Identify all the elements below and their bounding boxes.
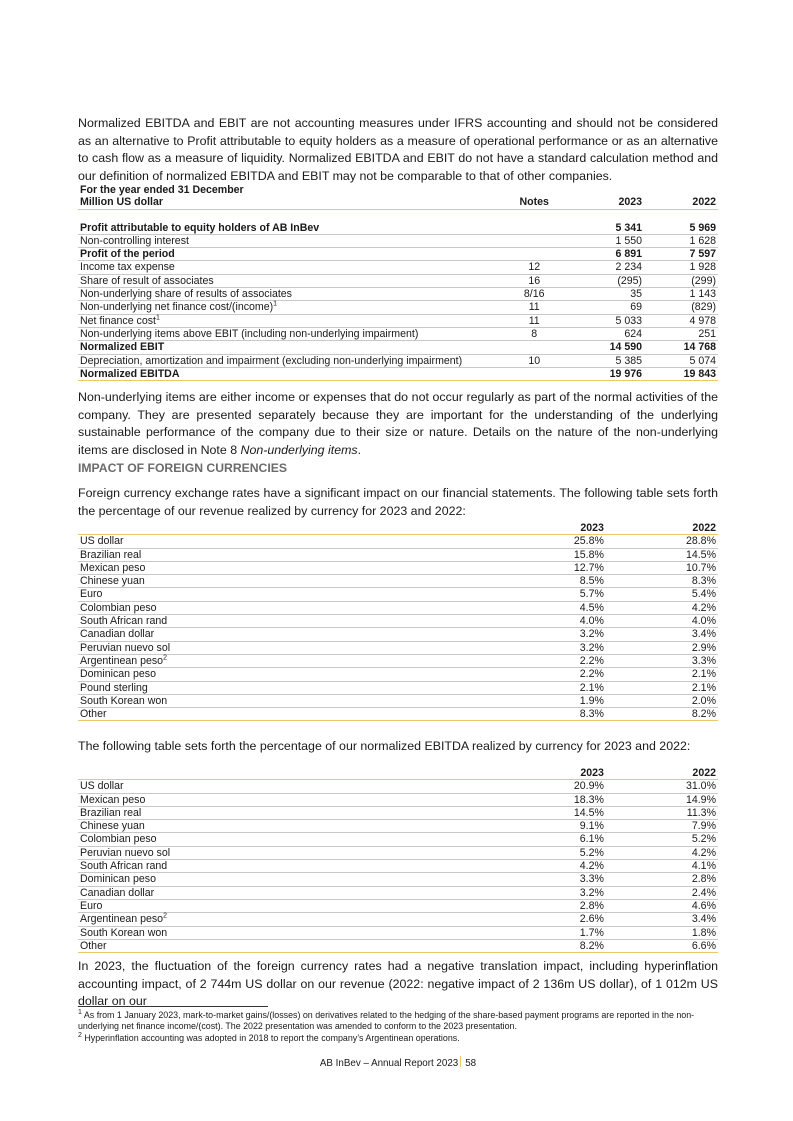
footer-separator bbox=[460, 1056, 461, 1067]
value-2023: 3.2% bbox=[494, 641, 606, 654]
footnote-reference: 2 bbox=[163, 654, 167, 662]
value-2022: 1 928 bbox=[644, 261, 718, 274]
value-2023: 1.7% bbox=[494, 926, 606, 939]
value-2022: 2.8% bbox=[606, 873, 718, 886]
value-2022: 4.2% bbox=[606, 601, 718, 614]
value-2022: 2.1% bbox=[606, 681, 718, 694]
value-2022: 3.4% bbox=[606, 628, 718, 641]
closing-paragraph: In 2023, the fluctuation of the foreign currency rates had a negative translation impact, including hyperinflation accounting impact, of 2 744m US dollar on our revenue (2022: negative impact of 2 136m US dollar), of 1 012m US dollar on our bbox=[78, 959, 718, 1009]
value-2022: 19 843 bbox=[644, 367, 718, 380]
footnote-reference: 1 bbox=[273, 300, 278, 308]
table-row bbox=[78, 833, 718, 846]
value-2022: 4.1% bbox=[606, 860, 718, 873]
table-row bbox=[78, 654, 718, 667]
page-number: 58 bbox=[465, 1058, 477, 1069]
non-underlying-paragraph: Non-underlying items are either income or expenses that do not occur regularly as part of the normal activities of the company. They are presented separately because they are important for the understanding of the underlying sustainable performance of the company due to their size or nature. Details on the nature of the non-underlying items are disclosed in Note 8 Non-underlying items. bbox=[78, 390, 718, 457]
table-row bbox=[78, 615, 718, 628]
table-row bbox=[78, 314, 718, 327]
table-row bbox=[78, 274, 718, 287]
table-row bbox=[78, 341, 718, 354]
value-2023: 4.5% bbox=[494, 601, 606, 614]
value-2023: 5.2% bbox=[494, 846, 606, 859]
value-2022: 251 bbox=[644, 327, 718, 340]
value-2022: 8.3% bbox=[606, 575, 718, 588]
currency-label: Pound sterling bbox=[78, 681, 494, 694]
table-row bbox=[78, 846, 718, 859]
value-2023: 9.1% bbox=[494, 820, 606, 833]
table-row bbox=[78, 628, 718, 641]
value-2023: 4.0% bbox=[494, 615, 606, 628]
value-2023: 8.5% bbox=[494, 575, 606, 588]
value-2022: 3.4% bbox=[606, 913, 718, 926]
currency-label: Dominican peso bbox=[78, 668, 494, 681]
table-row bbox=[78, 367, 718, 380]
value-2022: 10.7% bbox=[606, 561, 718, 574]
currency-label: Peruvian nuevo sol bbox=[78, 641, 494, 654]
intro-paragraph: Normalized EBITDA and EBIT are not accounting measures under IFRS accounting and should not be considered as an alternative to Profit attributable to equity holders as a measure of operational performance or as an alternative to cash flow as a measure of liquidity. Normalized EBITDA and EBIT do not have a standard calculation method and our definition of normalized EBITDA and EBIT may not be comparable to that of other companies. bbox=[78, 116, 718, 183]
value-2022: 14 768 bbox=[644, 341, 718, 354]
value-2023: 5 033 bbox=[570, 314, 644, 327]
table-row bbox=[78, 873, 718, 886]
table-row bbox=[78, 913, 718, 926]
value-2023: 2.2% bbox=[494, 668, 606, 681]
currency-label: Argentinean peso$^2$ bbox=[78, 913, 494, 926]
value-2023: 20.9% bbox=[494, 780, 606, 793]
value-2023: 12.7% bbox=[494, 561, 606, 574]
row-label: Normalized EBIT bbox=[78, 341, 498, 354]
value-2023: 5.7% bbox=[494, 588, 606, 601]
value-2022: 4.2% bbox=[606, 846, 718, 859]
value-2023: (295) bbox=[570, 274, 644, 287]
value-2023: 14 590 bbox=[570, 341, 644, 354]
notes-column-header: Notes bbox=[498, 196, 570, 209]
value-2023: 2.2% bbox=[494, 654, 606, 667]
row-notes: 12 bbox=[498, 261, 570, 274]
section-heading: IMPACT OF FOREIGN CURRENCIES bbox=[78, 461, 287, 475]
value-2022: 5.4% bbox=[606, 588, 718, 601]
year-2022-column-header: 2022 bbox=[606, 522, 718, 535]
value-2022: 4.0% bbox=[606, 615, 718, 628]
table-row bbox=[78, 899, 718, 912]
table-row bbox=[78, 668, 718, 681]
table-row bbox=[78, 806, 718, 819]
footnote-reference: 2 bbox=[163, 912, 167, 920]
value-2023: 14.5% bbox=[494, 806, 606, 819]
currency-label: US dollar bbox=[78, 780, 494, 793]
value-2022: 14.9% bbox=[606, 793, 718, 806]
value-2023: 3.3% bbox=[494, 873, 606, 886]
currency-label: Chinese yuan bbox=[78, 820, 494, 833]
row-label: Share of result of associates bbox=[78, 274, 498, 287]
value-2022: 6.6% bbox=[606, 939, 718, 952]
table-row bbox=[78, 261, 718, 274]
footnote-2: $^2$ Hyperinflation accounting was adopted in 2018 to report the company’s Argentinean operations. bbox=[78, 1031, 460, 1043]
table-row bbox=[78, 641, 718, 654]
row-notes: 8/16 bbox=[498, 288, 570, 301]
table-row bbox=[78, 601, 718, 614]
currency-label: Mexican peso bbox=[78, 561, 494, 574]
row-notes: 8 bbox=[498, 327, 570, 340]
value-2023: 1 550 bbox=[570, 234, 644, 247]
year-2023-column-header: 2023 bbox=[494, 522, 606, 535]
table-row bbox=[78, 860, 718, 873]
value-2023: 18.3% bbox=[494, 793, 606, 806]
value-2022: 5.2% bbox=[606, 833, 718, 846]
currency-label: Euro bbox=[78, 588, 494, 601]
currency-label: Chinese yuan bbox=[78, 575, 494, 588]
table-row bbox=[78, 327, 718, 340]
report-title: AB InBev – Annual Report 2023 bbox=[319, 1058, 459, 1069]
table-row bbox=[78, 681, 718, 694]
currency-label: US dollar bbox=[78, 535, 494, 548]
ebitda-currency-intro-paragraph: The following table sets forth the percentage of our normalized EBITDA realized by currency for 2023 and 2022: bbox=[78, 739, 691, 753]
value-2022: 31.0% bbox=[606, 780, 718, 793]
value-2023: 2.6% bbox=[494, 913, 606, 926]
value-2023: 624 bbox=[570, 327, 644, 340]
table-row bbox=[78, 234, 718, 247]
row-notes: 11 bbox=[498, 301, 570, 314]
value-2022: 5 969 bbox=[644, 222, 718, 235]
value-2022: 2.4% bbox=[606, 886, 718, 899]
currency-label: Canadian dollar bbox=[78, 628, 494, 641]
table-row bbox=[78, 926, 718, 939]
year-2022-column-header: 2022 bbox=[606, 767, 718, 780]
table-row bbox=[78, 248, 718, 261]
revenue-by-currency-table bbox=[78, 522, 718, 721]
currency-label: Dominican peso bbox=[78, 873, 494, 886]
currency-label: Euro bbox=[78, 899, 494, 912]
value-2023: 2.8% bbox=[494, 899, 606, 912]
currency-label: Canadian dollar bbox=[78, 886, 494, 899]
value-2022: (299) bbox=[644, 274, 718, 287]
row-label: Profit attributable to equity holders of AB InBev bbox=[78, 222, 498, 235]
table-row bbox=[78, 939, 718, 952]
table-row bbox=[78, 561, 718, 574]
value-2022: 4.6% bbox=[606, 899, 718, 912]
table-row bbox=[78, 820, 718, 833]
currency-label: Colombian peso bbox=[78, 833, 494, 846]
table-row bbox=[78, 535, 718, 548]
value-2022: 11.3% bbox=[606, 806, 718, 819]
table-row bbox=[78, 780, 718, 793]
value-2023: 1.9% bbox=[494, 694, 606, 707]
footnote-1: $^1$ As from 1 January 2023, mark-to-market gains/(losses) on derivatives related to the hedging of the share-based payment programs are reported in the non-underlying net finance income/(cost). The 2022 presentation was amended to conform to the 2023 presentation. bbox=[78, 1009, 695, 1032]
value-2022: 5 074 bbox=[644, 354, 718, 367]
currency-label: South African rand bbox=[78, 860, 494, 873]
value-2023: 69 bbox=[570, 301, 644, 314]
currency-label: Other bbox=[78, 708, 494, 721]
currency-label: Argentinean peso$^2$ bbox=[78, 654, 494, 667]
row-label: Net finance cost$^1$ bbox=[78, 314, 498, 327]
value-2023: 8.2% bbox=[494, 939, 606, 952]
table-period-header: For the year ended 31 December bbox=[80, 184, 244, 196]
footnote-reference: 1 bbox=[155, 314, 160, 322]
value-2023: 6 891 bbox=[570, 248, 644, 261]
row-label: Non-underlying items above EBIT (including non-underlying impairment) bbox=[78, 327, 498, 340]
footnote-divider bbox=[78, 1006, 268, 1007]
row-notes bbox=[498, 341, 570, 354]
value-2022: 7 597 bbox=[644, 248, 718, 261]
row-label: Income tax expense bbox=[78, 261, 498, 274]
row-notes bbox=[498, 248, 570, 261]
row-notes: 10 bbox=[498, 354, 570, 367]
row-notes: 11 bbox=[498, 314, 570, 327]
value-2023: 3.2% bbox=[494, 628, 606, 641]
value-2023: 19 976 bbox=[570, 367, 644, 380]
table-row bbox=[78, 575, 718, 588]
value-2022: 2.0% bbox=[606, 694, 718, 707]
table-row bbox=[78, 301, 718, 314]
value-2023: 5 385 bbox=[570, 354, 644, 367]
row-notes bbox=[498, 234, 570, 247]
row-label: Non-underlying net finance cost/(income)$^1$ bbox=[78, 301, 498, 314]
value-2023: 15.8% bbox=[494, 548, 606, 561]
table-row bbox=[78, 222, 718, 235]
page-footer bbox=[78, 1056, 718, 1069]
year-2023-column-header: 2023 bbox=[494, 767, 606, 780]
value-2023: 25.8% bbox=[494, 535, 606, 548]
normalized-ebitda-reconciliation-table bbox=[78, 184, 718, 381]
value-2023: 4.2% bbox=[494, 860, 606, 873]
value-2023: 35 bbox=[570, 288, 644, 301]
row-label: Non-controlling interest bbox=[78, 234, 498, 247]
currency-label: South African rand bbox=[78, 615, 494, 628]
table-row bbox=[78, 793, 718, 806]
value-2022: 8.2% bbox=[606, 708, 718, 721]
ebitda-by-currency-table bbox=[78, 767, 718, 953]
value-2022: 28.8% bbox=[606, 535, 718, 548]
value-2022: 1 628 bbox=[644, 234, 718, 247]
table-row bbox=[78, 548, 718, 561]
value-2023: 5 341 bbox=[570, 222, 644, 235]
row-label: Profit of the period bbox=[78, 248, 498, 261]
table-row bbox=[78, 288, 718, 301]
value-2022: 3.3% bbox=[606, 654, 718, 667]
row-label: Depreciation, amortization and impairment (excluding non-underlying impairment) bbox=[78, 354, 498, 367]
value-2022: 14.5% bbox=[606, 548, 718, 561]
table-row bbox=[78, 354, 718, 367]
currency-label: Other bbox=[78, 939, 494, 952]
currency-label: Peruvian nuevo sol bbox=[78, 846, 494, 859]
value-2022: 1 143 bbox=[644, 288, 718, 301]
currency-label: South Korean won bbox=[78, 694, 494, 707]
value-2022: 7.9% bbox=[606, 820, 718, 833]
row-label: Non-underlying share of results of associates bbox=[78, 288, 498, 301]
value-2023: 8.3% bbox=[494, 708, 606, 721]
table-row bbox=[78, 588, 718, 601]
row-notes: 16 bbox=[498, 274, 570, 287]
currency-label: Brazilian real bbox=[78, 548, 494, 561]
value-2022: 2.1% bbox=[606, 668, 718, 681]
value-2022: 1.8% bbox=[606, 926, 718, 939]
value-2023: 6.1% bbox=[494, 833, 606, 846]
row-notes bbox=[498, 222, 570, 235]
revenue-intro-paragraph: Foreign currency exchange rates have a significant impact on our financial statements. The following table sets forth the percentage of our revenue realized by currency for 2023 and 2022: bbox=[78, 486, 718, 518]
year-2023-column-header: 2023 bbox=[570, 196, 644, 209]
value-2022: 4 978 bbox=[644, 314, 718, 327]
value-2022: (829) bbox=[644, 301, 718, 314]
currency-label: Mexican peso bbox=[78, 793, 494, 806]
footnotes bbox=[78, 1010, 718, 1044]
value-2023: 3.2% bbox=[494, 886, 606, 899]
note-reference: Non-underlying items bbox=[240, 442, 358, 457]
row-label: Normalized EBITDA bbox=[78, 367, 498, 380]
value-2022: 2.9% bbox=[606, 641, 718, 654]
table-row bbox=[78, 708, 718, 721]
year-2022-column-header: 2022 bbox=[644, 196, 718, 209]
row-notes bbox=[498, 367, 570, 380]
currency-label: South Korean won bbox=[78, 926, 494, 939]
currency-label: Colombian peso bbox=[78, 601, 494, 614]
value-2023: 2.1% bbox=[494, 681, 606, 694]
table-unit-header: Million US dollar bbox=[78, 196, 498, 209]
table-row bbox=[78, 694, 718, 707]
value-2023: 2 234 bbox=[570, 261, 644, 274]
currency-label: Brazilian real bbox=[78, 806, 494, 819]
table-row bbox=[78, 886, 718, 899]
